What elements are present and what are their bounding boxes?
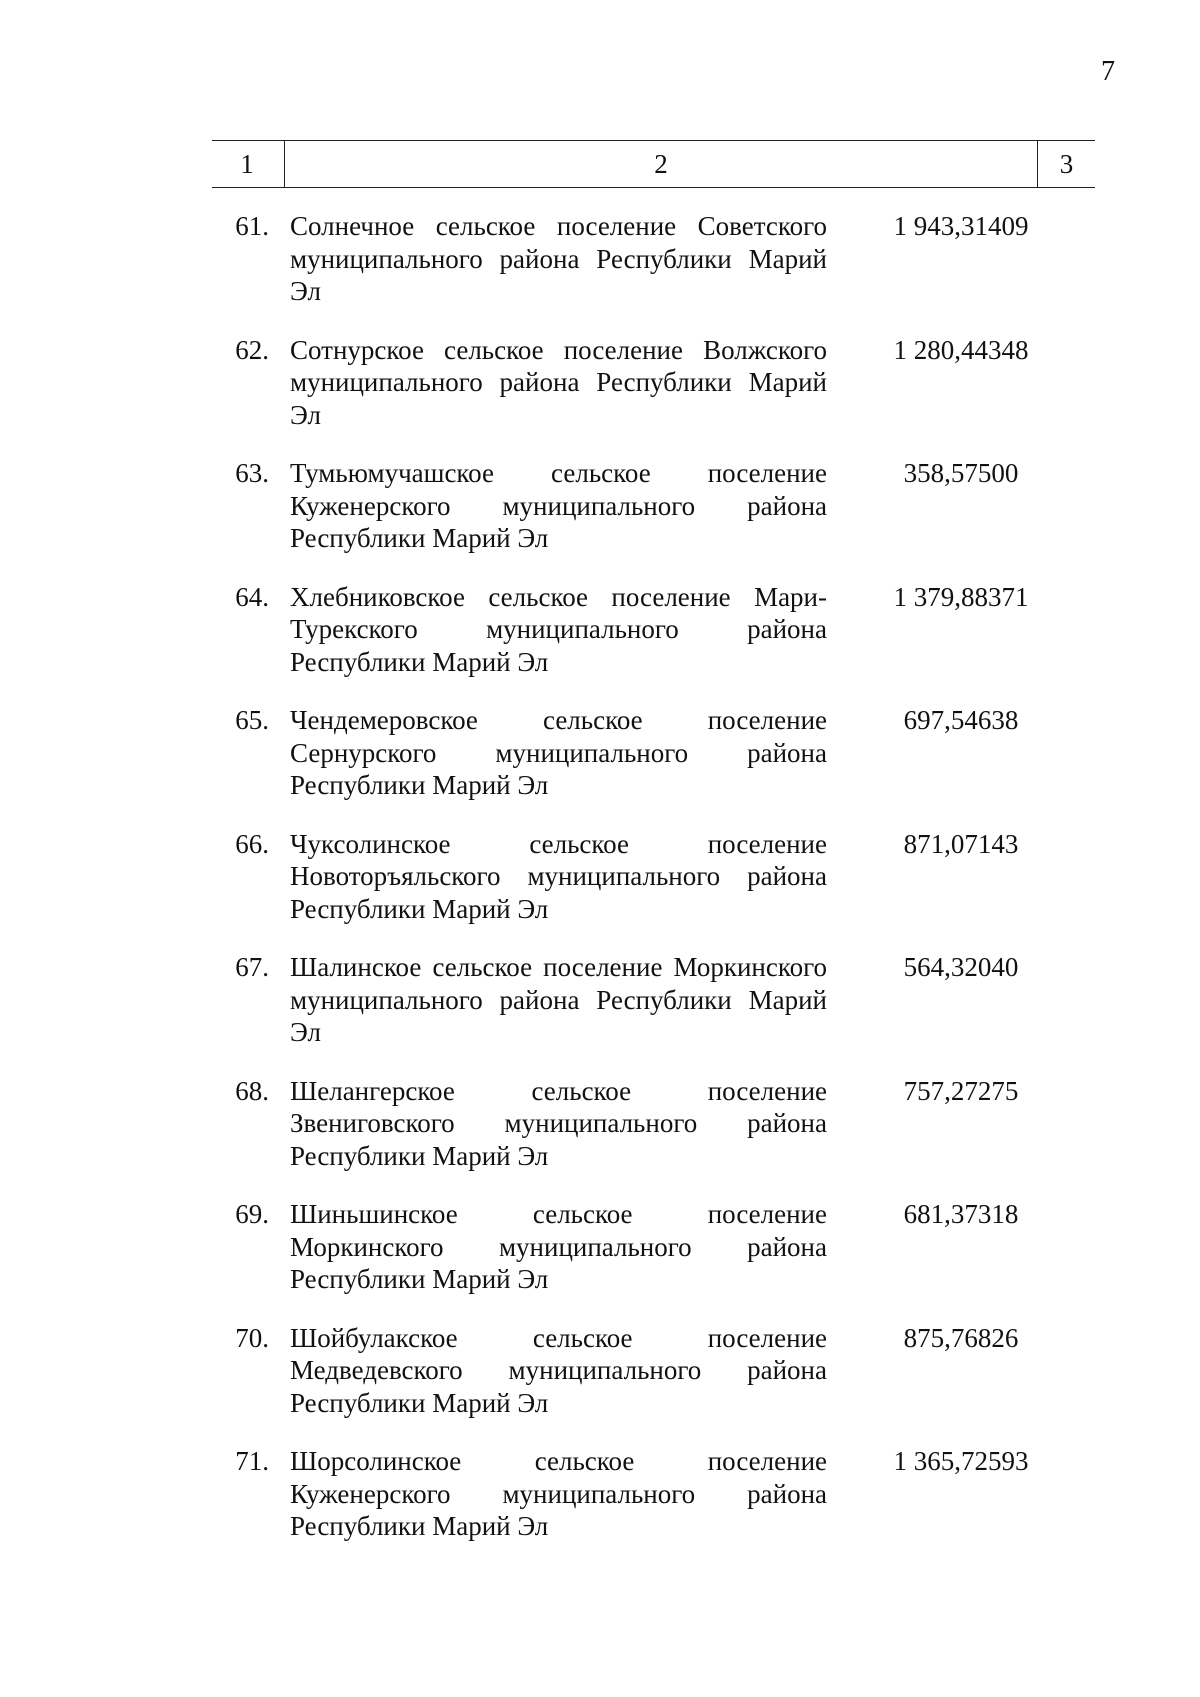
row-number: 62. — [235, 334, 269, 365]
amount-value: 681,37318 — [903, 1199, 1019, 1229]
settlement-name: Шойбулакское сельское поселение Медведевского муниципального района Республики Марий Эл — [290, 1322, 827, 1418]
settlement-name: Чендемеровское сельское поселение Сернурского муниципального района Республики Марий Эл — [290, 705, 827, 800]
row-number: 65. — [235, 705, 269, 735]
row-number: 64. — [235, 581, 269, 612]
row-number: 66. — [235, 828, 269, 859]
amount-value: 875,76826 — [903, 1322, 1019, 1353]
table-row — [212, 457, 1095, 555]
amount-value: 1 280,44348 — [893, 334, 1029, 365]
table-row — [212, 1322, 1095, 1420]
header-col-2: 2 — [284, 141, 1038, 187]
settlement-name: Тумьюмучашское сельское поселение Куженерского муниципального района Республики Марий Эл — [290, 458, 827, 553]
amount-value: 1 365,72593 — [893, 1446, 1029, 1476]
table-header — [212, 140, 1095, 188]
amount-value: 757,27275 — [903, 1075, 1019, 1106]
table-row — [212, 581, 1095, 679]
row-number: 63. — [235, 458, 269, 488]
amount-value: 1 943,31409 — [893, 211, 1029, 241]
header-col-3: 3 — [1059, 149, 1074, 179]
row-number: 68. — [235, 1075, 269, 1106]
header-col-1: 1 — [240, 149, 254, 179]
table-row — [212, 951, 1095, 1049]
table-row — [212, 704, 1095, 802]
table-row — [212, 1198, 1095, 1296]
settlement-name: Сотнурское сельское поселение Волжского муниципального района Республики Марий Эл — [290, 334, 827, 430]
table-row — [212, 1445, 1095, 1543]
table-row — [212, 828, 1095, 926]
table-body — [212, 210, 1095, 1569]
settlement-name: Чуксолинское сельское поселение Новоторъяльского муниципального района Республики Марий Эл — [290, 828, 827, 924]
table-row — [212, 210, 1095, 308]
table-row — [212, 1075, 1095, 1173]
amount-value: 1 379,88371 — [893, 581, 1029, 612]
table-row — [212, 334, 1095, 432]
row-number: 70. — [235, 1322, 269, 1353]
amount-value: 564,32040 — [903, 952, 1019, 982]
settlement-name: Солнечное сельское поселение Советского муниципального района Республики Марий Эл — [290, 211, 827, 306]
amount-value: 358,57500 — [903, 458, 1019, 488]
amount-value: 697,54638 — [903, 705, 1019, 735]
row-number: 71. — [235, 1446, 269, 1476]
row-number: 61. — [235, 211, 269, 241]
settlement-name: Шорсолинское сельское поселение Куженерского муниципального района Республики Марий Эл — [290, 1446, 827, 1541]
settlement-name: Хлебниковское сельское поселение Мари-Турекского муниципального района Республики Марий Эл — [290, 581, 827, 677]
amount-value: 871,07143 — [903, 828, 1019, 859]
row-number: 69. — [235, 1199, 269, 1229]
row-number: 67. — [235, 952, 269, 982]
settlement-name: Шелангерское сельское поселение Звениговского муниципального района Республики Марий Эл — [290, 1075, 827, 1171]
settlement-name: Шалинское сельское поселение Моркинского муниципального района Республики Марий Эл — [290, 952, 827, 1047]
settlement-name: Шиньшинское сельское поселение Моркинского муниципального района Республики Марий Эл — [290, 1199, 827, 1294]
page-number: 7 — [1101, 56, 1115, 87]
